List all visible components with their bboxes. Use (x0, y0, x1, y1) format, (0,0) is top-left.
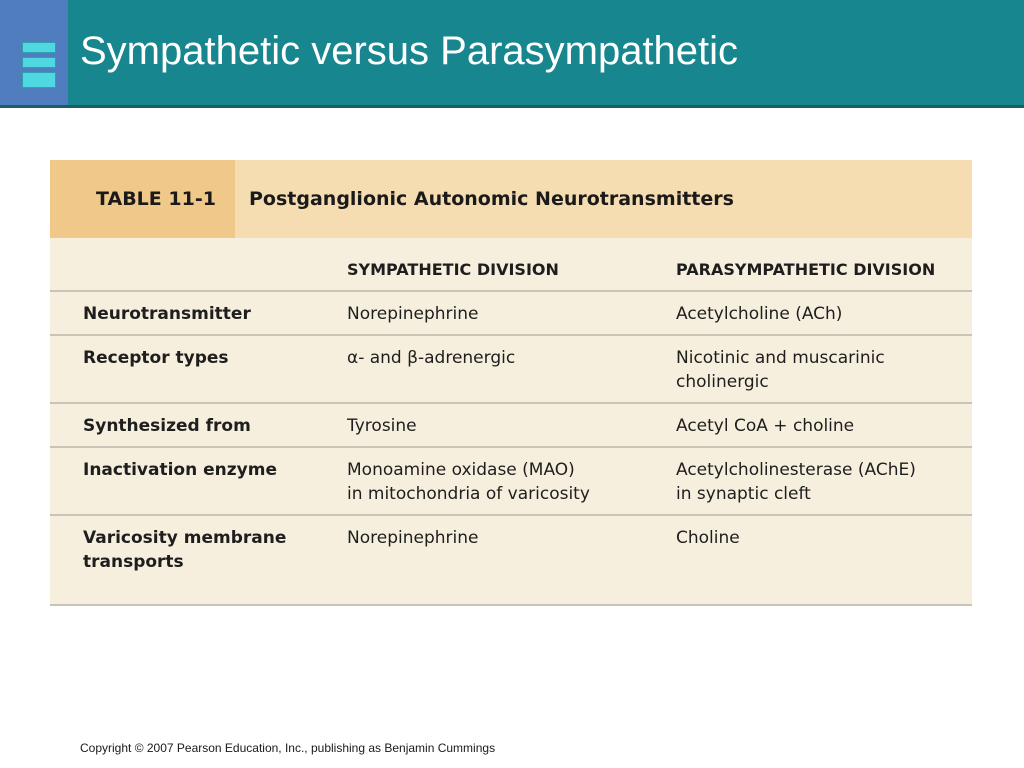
row-label: Synthesized from (83, 416, 251, 436)
row-label: Neurotransmitter (83, 304, 251, 324)
column-header-parasympathetic: PARASYMPATHETIC DIVISION (676, 260, 936, 279)
logo-bar-icon (22, 72, 56, 88)
slide-logo-icon (0, 0, 68, 105)
slide-title: Sympathetic versus Parasympathetic (80, 29, 739, 73)
logo-bar-icon (22, 42, 56, 53)
neurotransmitter-table (50, 160, 972, 606)
title-bar-rule (0, 105, 1024, 108)
table-caption: Postganglionic Autonomic Neurotransmitters (249, 188, 734, 210)
row-divider (50, 446, 972, 448)
row-label: Receptor types (83, 348, 229, 368)
row-divider (50, 514, 972, 516)
copyright-footer: Copyright © 2007 Pearson Education, Inc., publishing as Benjamin Cummings (80, 741, 496, 755)
row-label: Inactivation enzyme (83, 460, 277, 480)
parasympathetic-cell: Acetylcholine (ACh) (676, 304, 843, 324)
sympathetic-cell: Norepinephrine (347, 528, 479, 548)
parasympathetic-cell: Nicotinic and muscarinic cholinergic (676, 348, 885, 392)
table-caption-band (50, 160, 972, 238)
sympathetic-cell: Tyrosine (347, 416, 417, 436)
table-number: TABLE 11-1 (96, 188, 216, 210)
table-bottom-rule (50, 604, 972, 606)
row-divider (50, 334, 972, 336)
row-divider (50, 402, 972, 404)
sympathetic-cell: α- and β-adrenergic (347, 348, 516, 368)
row-divider (50, 290, 972, 292)
parasympathetic-cell: Acetylcholinesterase (AChE) in synaptic cleft (676, 460, 916, 504)
table-number-tab (50, 160, 235, 238)
logo-bar-icon (22, 57, 56, 68)
row-label: Varicosity membrane transports (83, 528, 287, 572)
column-header-sympathetic: SYMPATHETIC DIVISION (347, 260, 559, 279)
parasympathetic-cell: Acetyl CoA + choline (676, 416, 855, 436)
sympathetic-cell: Norepinephrine (347, 304, 479, 324)
parasympathetic-cell: Choline (676, 528, 740, 548)
sympathetic-cell: Monoamine oxidase (MAO) in mitochondria of varicosity (347, 460, 590, 504)
